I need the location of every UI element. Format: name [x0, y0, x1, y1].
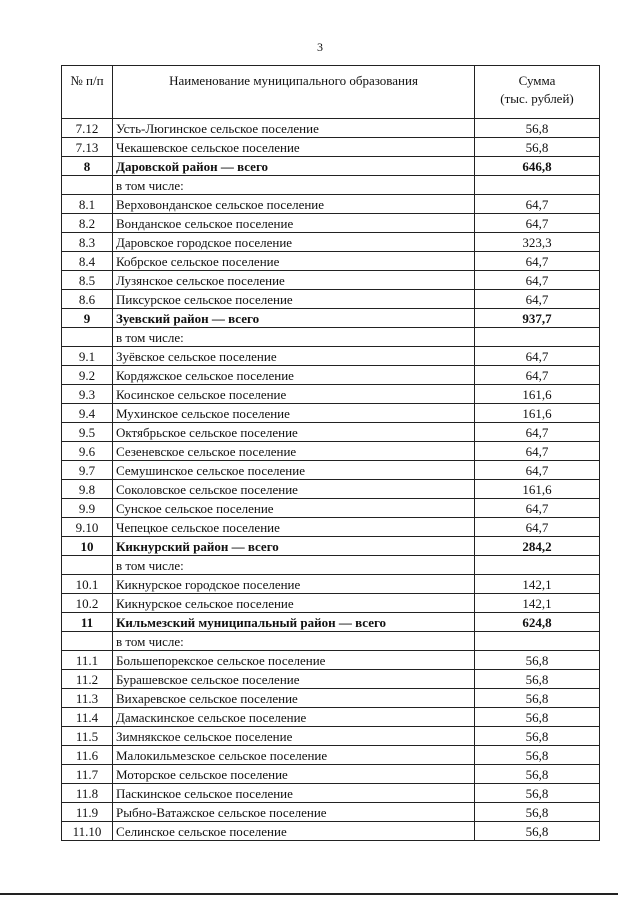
- row-name: Малокильмезское сельское поселение: [113, 746, 475, 765]
- row-name: Вихаревское сельское поселение: [113, 689, 475, 708]
- row-sum: 646,8: [475, 157, 600, 176]
- table-row: [62, 233, 600, 252]
- row-name: Сезеневское сельское поселение: [113, 442, 475, 461]
- row-num: 8.6: [62, 290, 113, 309]
- table-row: [62, 347, 600, 366]
- row-sum: 161,6: [475, 385, 600, 404]
- header-sum-line2: (тыс. рублей): [500, 90, 574, 106]
- row-num: [62, 556, 113, 575]
- row-num: 11.10: [62, 822, 113, 841]
- row-name: Пиксурское сельское поселение: [113, 290, 475, 309]
- table-body: [62, 119, 600, 841]
- table-row: [62, 594, 600, 613]
- page-number: 3: [317, 40, 323, 54]
- table-row: [62, 157, 600, 176]
- table-row: [62, 214, 600, 233]
- table-row: [62, 271, 600, 290]
- row-name: Зуевский район — всего: [113, 309, 475, 328]
- row-sum: 64,7: [475, 442, 600, 461]
- row-name: Косинское сельское поселение: [113, 385, 475, 404]
- row-sum: 323,3: [475, 233, 600, 252]
- row-sum: [475, 176, 600, 195]
- row-sum: 56,8: [475, 138, 600, 157]
- row-name: Кикнурский район — всего: [113, 537, 475, 556]
- row-num: 10.2: [62, 594, 113, 613]
- row-sum: [475, 328, 600, 347]
- row-name: Вонданское сельское поселение: [113, 214, 475, 233]
- row-num: 11.8: [62, 784, 113, 803]
- table-row: [62, 765, 600, 784]
- row-name: Бурашевское сельское поселение: [113, 670, 475, 689]
- row-sum: 64,7: [475, 347, 600, 366]
- row-name: Паскинское сельское поселение: [113, 784, 475, 803]
- row-sum: 56,8: [475, 119, 600, 138]
- row-num: 9.5: [62, 423, 113, 442]
- row-sum: 161,6: [475, 480, 600, 499]
- row-sum: 56,8: [475, 708, 600, 727]
- row-num: 11.1: [62, 651, 113, 670]
- row-num: 9.10: [62, 518, 113, 537]
- row-num: 10: [62, 537, 113, 556]
- row-num: 8: [62, 157, 113, 176]
- table-row: [62, 404, 600, 423]
- row-sum: 64,7: [475, 499, 600, 518]
- table-row: [62, 423, 600, 442]
- row-sum: 56,8: [475, 784, 600, 803]
- row-name: Усть-Люгинское сельское поселение: [113, 119, 475, 138]
- table-row: [62, 803, 600, 822]
- row-num: 11.3: [62, 689, 113, 708]
- table-row: [62, 195, 600, 214]
- row-num: 8.5: [62, 271, 113, 290]
- row-sum: 56,8: [475, 727, 600, 746]
- row-name: Семушинское сельское поселение: [113, 461, 475, 480]
- row-num: 9.9: [62, 499, 113, 518]
- row-sum: 64,7: [475, 290, 600, 309]
- row-sum: [475, 632, 600, 651]
- row-name: Дамаскинское сельское поселение: [113, 708, 475, 727]
- table-row: [62, 461, 600, 480]
- row-name: Соколовское сельское поселение: [113, 480, 475, 499]
- row-num: 8.2: [62, 214, 113, 233]
- row-num: 9.1: [62, 347, 113, 366]
- row-sum: 937,7: [475, 309, 600, 328]
- row-name: Чепецкое сельское поселение: [113, 518, 475, 537]
- row-name: Верховонданское сельское поселение: [113, 195, 475, 214]
- row-num: 11.4: [62, 708, 113, 727]
- row-sum: 64,7: [475, 461, 600, 480]
- table-row: [62, 708, 600, 727]
- table-row: [62, 328, 600, 347]
- row-name: Кордяжское сельское поселение: [113, 366, 475, 385]
- table-row: [62, 822, 600, 841]
- row-sum: 142,1: [475, 594, 600, 613]
- row-name: Лузянское сельское поселение: [113, 271, 475, 290]
- row-sum: 56,8: [475, 822, 600, 841]
- row-num: 11.9: [62, 803, 113, 822]
- row-name: в том числе:: [113, 176, 475, 195]
- row-sum: 56,8: [475, 765, 600, 784]
- row-name: Кильмезский муниципальный район — всего: [113, 613, 475, 632]
- table-row: [62, 556, 600, 575]
- row-name: Октябрьское сельское поселение: [113, 423, 475, 442]
- row-num: 9: [62, 309, 113, 328]
- table-row: [62, 138, 600, 157]
- header-sum: [475, 66, 600, 119]
- row-num: 10.1: [62, 575, 113, 594]
- row-num: 9.3: [62, 385, 113, 404]
- row-num: 8.4: [62, 252, 113, 271]
- table-row: [62, 309, 600, 328]
- row-name: Зуёвское сельское поселение: [113, 347, 475, 366]
- row-name: Кикнурское сельское поселение: [113, 594, 475, 613]
- row-num: 11.5: [62, 727, 113, 746]
- header-sum-line1: Сумма: [518, 73, 556, 88]
- row-num: [62, 176, 113, 195]
- header-name: Наименование муниципального образования: [113, 66, 475, 119]
- row-sum: 56,8: [475, 689, 600, 708]
- row-sum: 56,8: [475, 803, 600, 822]
- row-sum: 64,7: [475, 271, 600, 290]
- budget-table: [61, 65, 600, 841]
- row-sum: 64,7: [475, 518, 600, 537]
- row-num: 8.3: [62, 233, 113, 252]
- table-row: [62, 366, 600, 385]
- table-row: [62, 499, 600, 518]
- table-row: [62, 727, 600, 746]
- row-sum: 56,8: [475, 670, 600, 689]
- row-sum: [475, 556, 600, 575]
- table-row: [62, 176, 600, 195]
- row-name: Кикнурское городское поселение: [113, 575, 475, 594]
- row-name: в том числе:: [113, 328, 475, 347]
- row-num: 7.12: [62, 119, 113, 138]
- row-name: Чекашевское сельское поселение: [113, 138, 475, 157]
- row-sum: 64,7: [475, 252, 600, 271]
- bottom-rule: [0, 893, 618, 895]
- table-row: [62, 575, 600, 594]
- row-name: Большепорекское сельское поселение: [113, 651, 475, 670]
- row-num: 11.2: [62, 670, 113, 689]
- row-num: 11: [62, 613, 113, 632]
- row-sum: 161,6: [475, 404, 600, 423]
- table-row: [62, 537, 600, 556]
- table-row: [62, 442, 600, 461]
- row-num: 9.7: [62, 461, 113, 480]
- table-row: [62, 746, 600, 765]
- table-row: [62, 784, 600, 803]
- table-header-row: [62, 66, 600, 119]
- row-name: Даровское городское поселение: [113, 233, 475, 252]
- row-name: в том числе:: [113, 556, 475, 575]
- row-sum: 142,1: [475, 575, 600, 594]
- row-sum: 64,7: [475, 195, 600, 214]
- row-name: Мухинское сельское поселение: [113, 404, 475, 423]
- table-row: [62, 518, 600, 537]
- table-row: [62, 651, 600, 670]
- table-row: [62, 290, 600, 309]
- row-sum: 284,2: [475, 537, 600, 556]
- row-num: 11.6: [62, 746, 113, 765]
- table-row: [62, 632, 600, 651]
- table-row: [62, 480, 600, 499]
- table-row: [62, 613, 600, 632]
- row-name: Кобрское сельское поселение: [113, 252, 475, 271]
- row-num: 9.8: [62, 480, 113, 499]
- row-num: 9.6: [62, 442, 113, 461]
- row-sum: 56,8: [475, 746, 600, 765]
- row-num: [62, 632, 113, 651]
- row-sum: 56,8: [475, 651, 600, 670]
- table-row: [62, 252, 600, 271]
- row-num: 7.13: [62, 138, 113, 157]
- row-name: в том числе:: [113, 632, 475, 651]
- table-row: [62, 385, 600, 404]
- row-num: 9.2: [62, 366, 113, 385]
- row-name: Зимнякское сельское поселение: [113, 727, 475, 746]
- row-sum: 64,7: [475, 423, 600, 442]
- row-name: Селинское сельское поселение: [113, 822, 475, 841]
- table-row: [62, 689, 600, 708]
- header-num: № п/п: [62, 66, 113, 119]
- row-num: 9.4: [62, 404, 113, 423]
- row-sum: 624,8: [475, 613, 600, 632]
- row-num: 11.7: [62, 765, 113, 784]
- row-num: [62, 328, 113, 347]
- row-name: Сунское сельское поселение: [113, 499, 475, 518]
- table-row: [62, 119, 600, 138]
- table-row: [62, 670, 600, 689]
- row-num: 8.1: [62, 195, 113, 214]
- row-name: Даровской район — всего: [113, 157, 475, 176]
- row-sum: 64,7: [475, 214, 600, 233]
- row-name: Моторское сельское поселение: [113, 765, 475, 784]
- row-sum: 64,7: [475, 366, 600, 385]
- row-name: Рыбно-Ватажское сельское поселение: [113, 803, 475, 822]
